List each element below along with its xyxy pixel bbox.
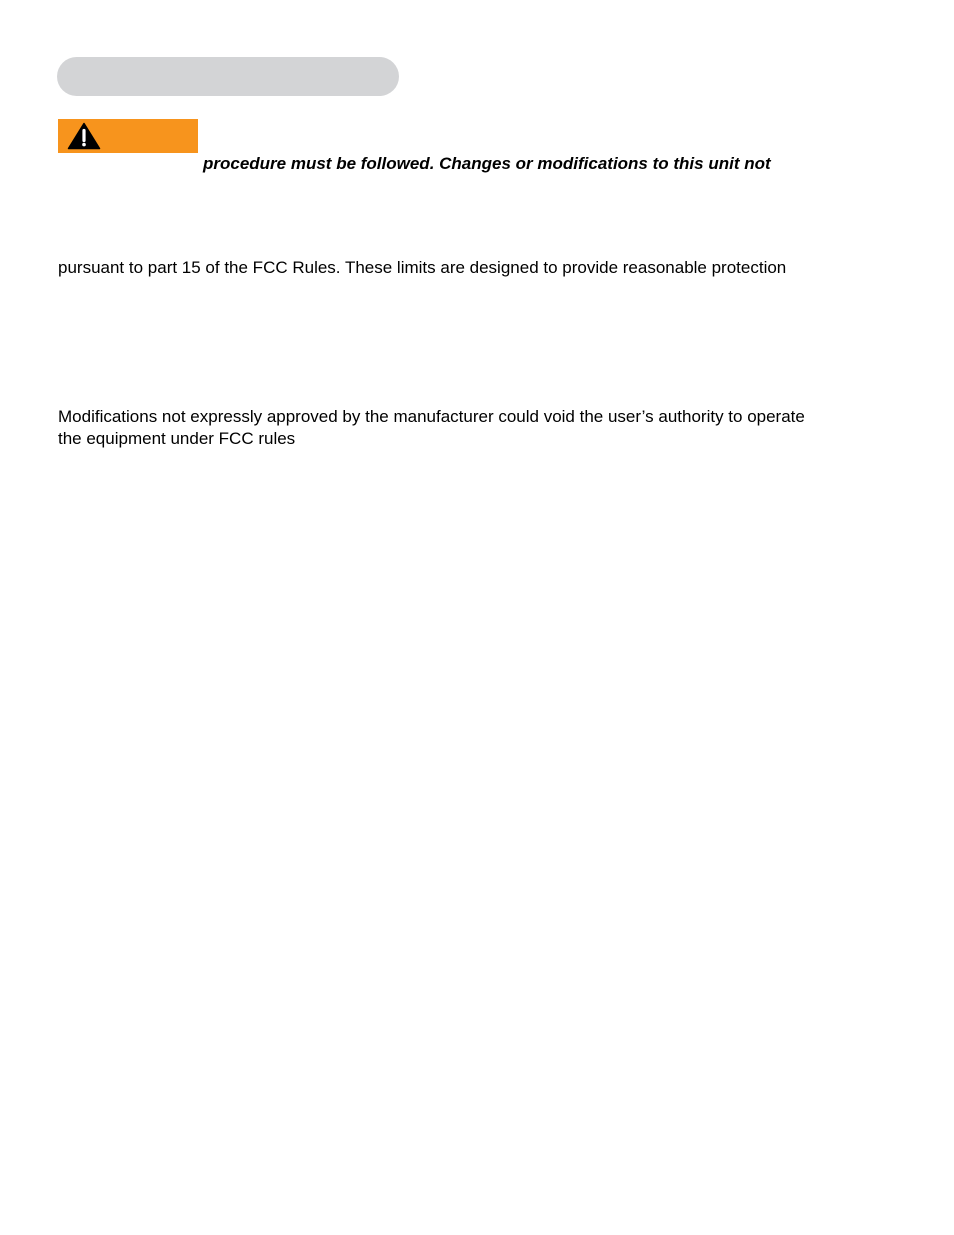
- warning-badge: [58, 119, 198, 153]
- warning-text: procedure must be followed. Changes or modifications to this unit not: [203, 154, 771, 173]
- section-header-bar: [57, 57, 399, 96]
- fcc-limits-paragraph: pursuant to part 15 of the FCC Rules. These limits are designed to provide reasonable protection: [58, 258, 787, 277]
- modifications-paragraph-line-2: the equipment under FCC rules: [58, 429, 296, 448]
- modifications-paragraph-line-1: Modifications not expressly approved by the manufacturer could void the user’s authority to operate: [58, 407, 805, 426]
- warning-triangle-icon: [67, 122, 101, 150]
